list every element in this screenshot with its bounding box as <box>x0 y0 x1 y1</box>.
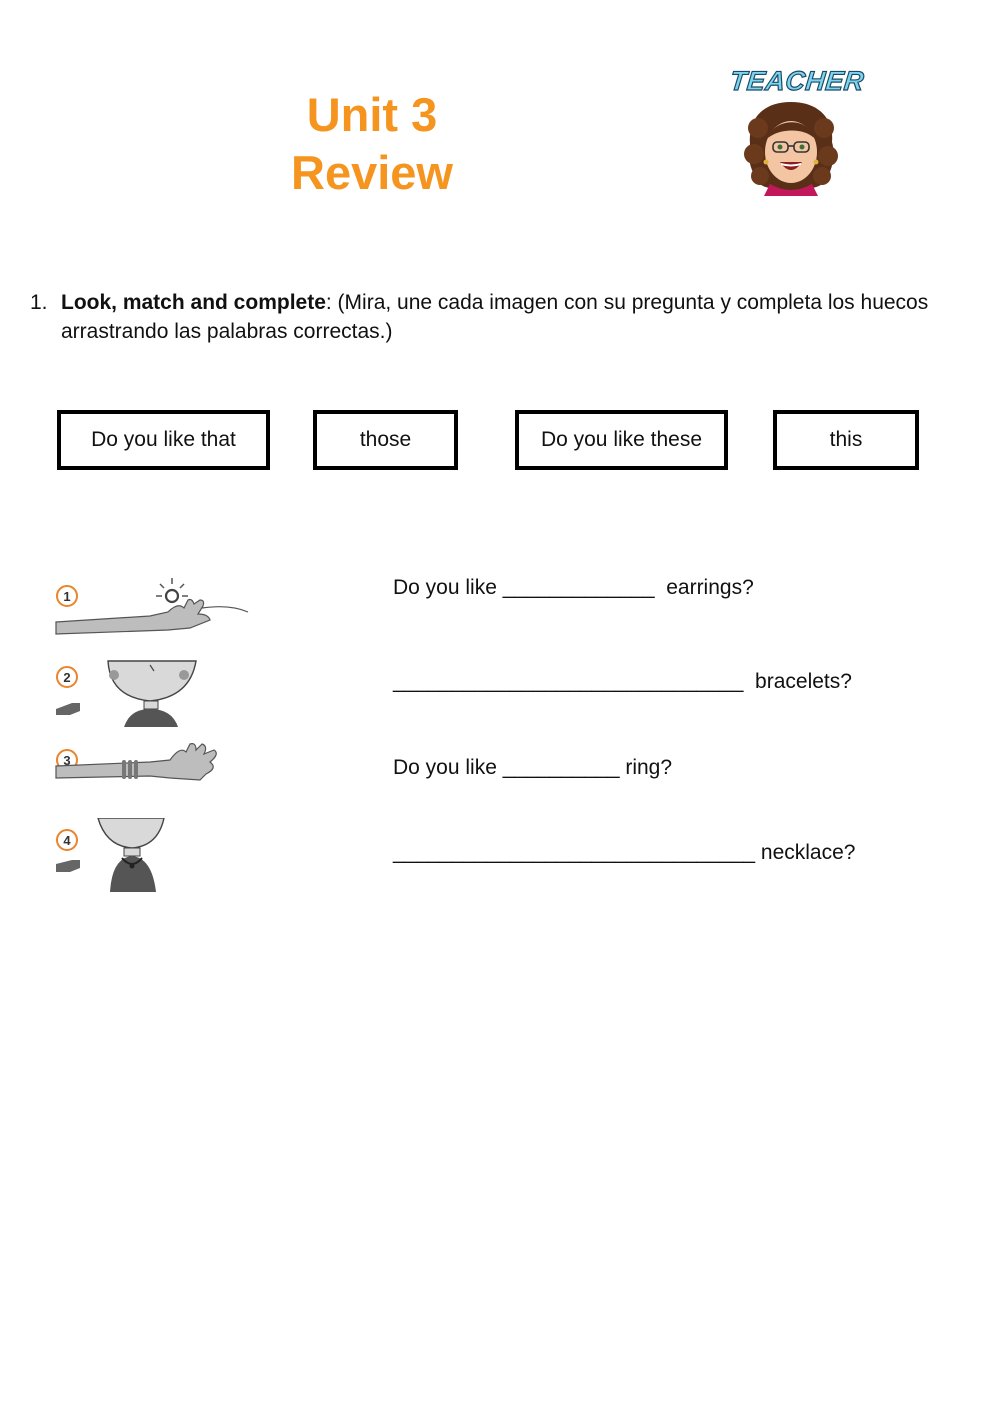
instruction-bold: Look, match and complete <box>61 291 326 314</box>
item-number-4: 4 <box>63 833 71 848</box>
item-number-3: 3 <box>63 753 71 768</box>
instruction-text: : (Mira, une cada imagen con su pregunta y completa los huecos arrastrando las palabras correctas.) <box>61 291 929 343</box>
title-line-2: Review <box>291 146 453 199</box>
teacher-avatar-icon <box>738 98 844 196</box>
sentence-2: ______________________________ bracelets? <box>393 670 852 693</box>
page-title <box>240 86 504 202</box>
item-number-2: 2 <box>63 670 71 685</box>
word-chip-do-you-like-these[interactable]: Do you like these <box>515 410 728 470</box>
word-chip-do-you-like-that[interactable]: Do you like that <box>57 410 270 470</box>
arm-bracelets-icon <box>50 740 260 814</box>
title-line-1: Unit 3 <box>306 88 438 141</box>
sentence-4: _______________________________ necklace? <box>393 841 856 864</box>
sentence-3: Do you like __________ ring? <box>393 756 673 779</box>
hand-ring-icon <box>50 572 260 646</box>
word-chip-those[interactable]: those <box>313 410 458 470</box>
word-chip-this[interactable]: this <box>773 410 919 470</box>
sentence-1: Do you like _____________ earrings? <box>393 576 754 599</box>
exercise-number: 1. <box>30 291 48 314</box>
item-number-1: 1 <box>63 589 71 604</box>
exercise-instruction <box>30 288 970 346</box>
girl-earrings-icon <box>50 657 260 731</box>
teacher-label: TEACHER <box>728 66 866 96</box>
girl-necklace-icon <box>50 818 260 892</box>
